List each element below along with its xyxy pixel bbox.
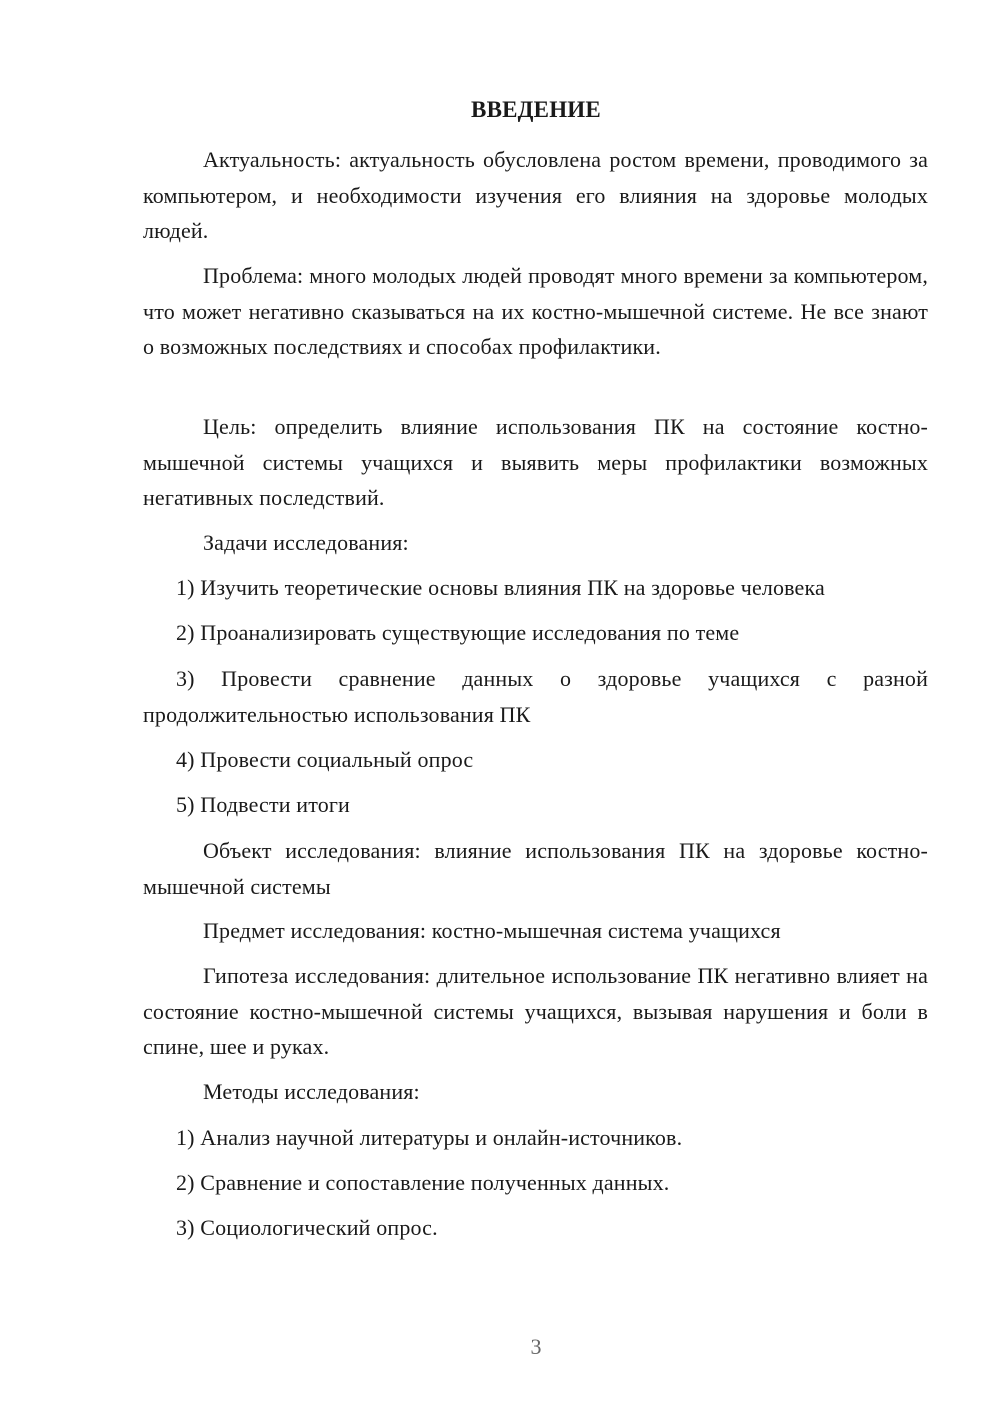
methods-title: Методы исследования: [203,1079,420,1104]
page-number: 3 [530,1334,542,1359]
task-item: 5) Подвести итоги [176,792,350,817]
method-item: 2) Сравнение и сопоставление полученных данных. [176,1170,670,1195]
task-item: 2) Проанализировать существующие исследования по теме [176,620,740,645]
hypothesis-paragraph: Гипотеза исследования: длительное использование ПК негативно влияет на состояние костно-мышечной системы учащихся, вызывая нарушения и боли в спине, шее и руках. [143,963,928,1059]
problem-paragraph: Проблема: много молодых людей проводят много времени за компьютером, что может негативно сказываться на их костно-мышечной системе. Не все знают о возможных последствиях и способах профилактики. [143,263,928,359]
task-item: 4) Провести социальный опрос [176,747,474,772]
relevance-paragraph: Актуальность: актуальность обусловлена ростом времени, проводимого за компьютером, и необходимости изучения его влияния на здоровье молодых людей. [143,147,928,243]
task-item: 3) Провести сравнение данных о здоровье учащихся с разной продолжительностью использования ПК [143,666,928,727]
subject-paragraph: Предмет исследования: костно-мышечная система учащихся [203,918,781,943]
method-item: 1) Анализ научной литературы и онлайн-источников. [176,1125,683,1150]
task-item: 1) Изучить теоретические основы влияния ПК на здоровье человека [176,575,825,600]
method-item: 3) Социологический опрос. [176,1215,438,1240]
section-heading: ВВЕДЕНИЕ [471,97,601,122]
goal-paragraph: Цель: определить влияние использования ПК на состояние костно-мышечной системы учащихся и выявить меры профилактики возможных негативных последствий. [143,414,928,510]
object-paragraph: Объект исследования: влияние использования ПК на здоровье костно-мышечной системы [143,838,928,899]
tasks-title: Задачи исследования: [203,530,409,555]
